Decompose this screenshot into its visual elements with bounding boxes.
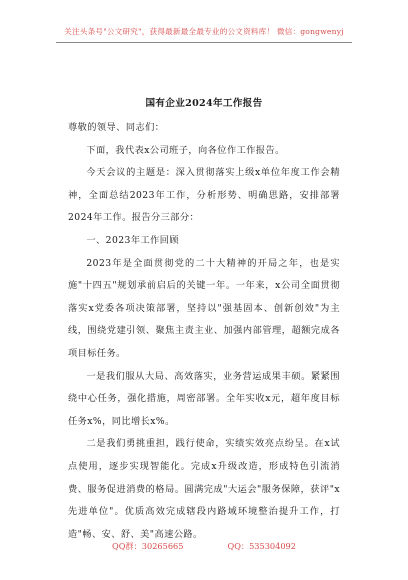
paragraph-point-one: 一是我们服从大局、高效落实，业务营运成果丰硕。紧紧围绕中心任务，强化措施，周密部署。全年实收x元，超年度目标任务x%，同比增长x%。 [68, 370, 340, 427]
footer-qq-group: QQ群：30265665 [112, 541, 184, 551]
paragraph-intro: 下面，我代表x公司班子，向各位作工作报告。 [86, 144, 285, 156]
document-body [68, 117, 340, 546]
salutation: 尊敬的领导、同志们： [68, 122, 165, 133]
header-banner: 关注头条号"公文研究"，获得最新最全最专业的公文资料库！ 微信：gongwenyj [64, 27, 344, 36]
paragraph-theme: 今天会议的主题是：深入贯彻落实上级x单位年度工作会精神，全面总结2023年工作，分析形势、明确思路，安排部署2024年工作。报告分三部分： [68, 167, 340, 224]
paragraph-point-two: 二是我们勇挑重担，践行使命，实绩实效亮点纷呈。在x试点使用，逐步实现智能化。完成x升级改造，形成特色引流消费、服务促进消费的格局。圆满完成"大运会"服务保障，获评"x先进单位"。优质高效完成辖段内路域环境整治提升工作，打造"畅、安、舒、美"高速公路。 [68, 438, 340, 540]
document-title: 国有企业2024年工作报告 [145, 98, 263, 109]
footer-contact [0, 541, 408, 552]
footer-qq: QQ：535304092 [227, 541, 296, 551]
section-heading: 一、2023年工作回顾 [86, 234, 180, 246]
header-divider [56, 42, 352, 43]
paragraph-review: 2023年是全面贯彻党的二十大精神的开局之年，也是实施"十四五"规划承前启后的关键一年。一年来，x公司全面贯彻落实x党委各项决策部署，坚持以"强基固本、创新创效"为主线，围绕党建引领、聚焦主责主业、加强内部管理，超额完成各项目标任务。 [68, 257, 340, 359]
